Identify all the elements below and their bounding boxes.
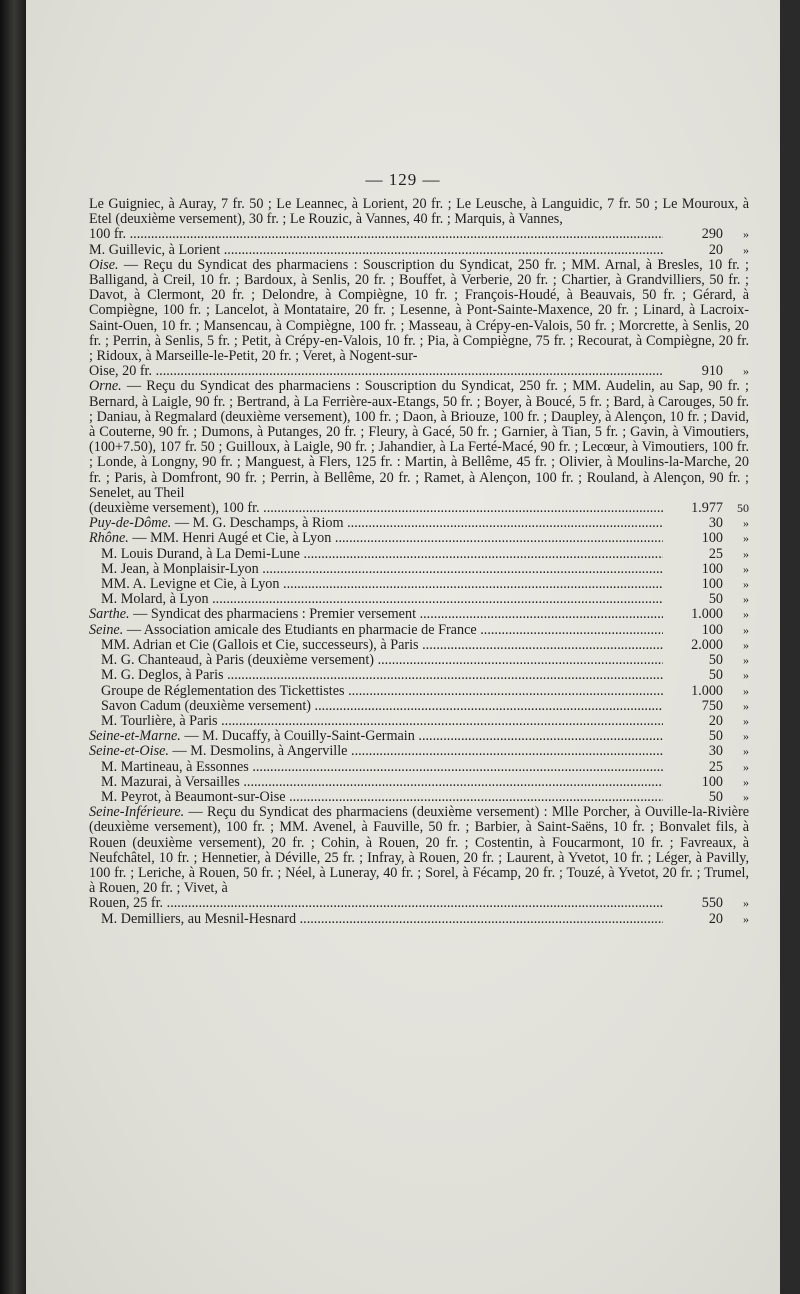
amount: 50 — [708, 652, 723, 669]
department-name: Puy-de-Dôme. — [89, 516, 172, 532]
ledger-line — [89, 684, 749, 699]
ledger-text: — Association amicale des Etudiants en pharmacie de France — [123, 622, 477, 638]
page — [26, 0, 780, 1294]
ledger-description — [101, 562, 663, 577]
ledger-line — [89, 623, 749, 638]
ledger-line — [89, 638, 749, 653]
department-name: Oise. — [89, 256, 119, 273]
ledger-text: M. Guillevic, à Lorient — [89, 242, 221, 258]
amount-cents: » — [743, 561, 749, 576]
amount-cents: » — [743, 592, 749, 607]
amount-cents: » — [743, 227, 749, 242]
amount-cents: » — [743, 577, 749, 592]
ledger-description — [101, 577, 663, 592]
ledger-description — [89, 623, 663, 638]
ledger-line — [89, 668, 749, 683]
ledger-description — [89, 729, 663, 744]
amount: 910 — [701, 363, 723, 380]
page-number: — 129 — — [365, 170, 441, 189]
amount-cents: » — [743, 744, 749, 759]
ledger-line — [89, 775, 749, 790]
ledger-text: M. Martineau, à Essonnes — [101, 759, 249, 775]
amount-cents: » — [743, 242, 749, 257]
amount: 50 — [708, 728, 723, 745]
amount: 1.000 — [691, 682, 723, 699]
ledger-text: M. Demilliers, au Mesnil-Hesnard — [101, 911, 297, 927]
amount-cents: » — [743, 729, 749, 744]
amount-cents: » — [743, 622, 749, 637]
ledger-description — [89, 531, 663, 546]
amount-cents: » — [743, 364, 749, 379]
department-name: Seine. — [89, 622, 124, 638]
amount: 1.977 — [691, 500, 723, 517]
ledger-text: M. Peyrot, à Beaumont-sur-Oise — [101, 789, 286, 805]
ledger-line — [89, 531, 749, 546]
ledger-line — [89, 729, 749, 744]
amount-cents: » — [743, 713, 749, 728]
department-name: Rhône. — [89, 531, 129, 547]
amount: 25 — [708, 545, 723, 562]
ledger-text: M. Jean, à Monplaisir-Lyon — [101, 561, 259, 577]
ledger-description — [89, 516, 663, 531]
department-name: Seine-et-Oise. — [89, 744, 169, 760]
department-name: Seine-Inférieure. — [89, 804, 185, 821]
ledger-line — [89, 592, 749, 607]
ledger-description — [101, 790, 663, 805]
ledger-text: Oise, 20 fr. — [89, 364, 153, 380]
amount-cents: » — [743, 759, 749, 774]
ledger-description — [89, 501, 663, 516]
ledger-description — [89, 607, 663, 622]
ledger-description — [101, 714, 663, 729]
amount: 20 — [708, 712, 723, 729]
department-name: Sarthe. — [89, 607, 130, 623]
ledger-text: MM. A. Levigne et Cie, à Lyon — [101, 577, 280, 593]
paragraph — [89, 379, 749, 501]
ledger-text: — M. Desmolins, à Angerville — [168, 744, 348, 760]
amount-cents: » — [743, 546, 749, 561]
amount-cents: » — [743, 896, 749, 911]
amount: 100 — [701, 773, 723, 790]
ledger-description — [101, 684, 663, 699]
ledger-description — [101, 760, 663, 775]
page-edge — [780, 0, 800, 1294]
amount-cents: » — [743, 911, 749, 926]
amount: 50 — [708, 591, 723, 608]
ledger-text: — Syndicat des pharmaciens : Premier versement — [129, 607, 417, 623]
amount: 50 — [708, 667, 723, 684]
ledger-line — [89, 714, 749, 729]
paragraph — [89, 258, 749, 364]
amount: 20 — [708, 241, 723, 258]
bleed-through-text — [196, 1138, 636, 1187]
ledger-line — [89, 607, 749, 622]
amount: 750 — [701, 697, 723, 714]
ledger-text: M. Louis Durand, à La Demi-Lune — [101, 546, 300, 562]
amount-cents: » — [743, 683, 749, 698]
ledger-description — [101, 699, 663, 714]
ledger-text: — M. Ducaffy, à Couilly-Saint-Germain — [180, 729, 415, 745]
ledger-line — [89, 577, 749, 592]
ledger-text: (deuxième versement), 100 fr. — [89, 501, 260, 517]
ledger-description — [101, 638, 663, 653]
book-binding — [0, 0, 26, 1294]
ledger-line — [89, 501, 749, 516]
amount-cents: » — [743, 698, 749, 713]
ledger-line — [89, 364, 749, 379]
ledger-line — [89, 653, 749, 668]
amount: 2.000 — [691, 636, 723, 653]
amount: 290 — [701, 226, 723, 243]
amount: 20 — [708, 910, 723, 927]
amount: 550 — [701, 895, 723, 912]
ledger-text: M. Molard, à Lyon — [101, 592, 209, 608]
amount-cents: » — [743, 531, 749, 546]
amount-cents: 50 — [737, 501, 749, 516]
ledger-text: Savon Cadum (deuxième versement) — [101, 698, 311, 714]
ledger-description — [89, 364, 663, 379]
amount: 100 — [701, 530, 723, 547]
ledger-description — [101, 912, 663, 927]
ledger-description — [89, 227, 663, 242]
amount: 25 — [708, 758, 723, 775]
ledger-description — [89, 744, 663, 759]
ledger-line — [89, 896, 749, 911]
ledger-description — [101, 592, 663, 607]
paragraph-text: Le Guigniec, à Auray, 7 fr. 50 ; Le Leannec, à Lorient, 20 fr. ; Le Leusche, à Languidic, 7 fr. 50 ; Le Mouroux, à Etel (deuxième versement), 30 fr. ; Le Rouzic, à Vannes, 40 fr. ; Marquis, à Vannes, — [89, 196, 749, 228]
ledger-text: M. Mazurai, à Versailles — [101, 774, 240, 790]
ledger-text: M. Tourlière, à Paris — [101, 713, 218, 729]
paragraph-text: — Reçu du Syndicat des pharmaciens (deuxième versement) : Mlle Porcher, à Ouville-la-Rivière (deuxième versement), 100 fr. ; MM. Avenel, à Fauville, 50 fr. ; Barbier, à Saint-Saëns, 10 fr. ; Bonvalet fils, à Rouen (deuxième versement), 20 fr. ; Cohin, à Rouen, 20 fr. ; Costentin, à Foucarmont, 10 fr. ; Favreaux, à Neufchâtel, 10 fr. ; Hennetier, à Déville, 25 fr. ; Infray, à Rouen, 20 fr. ; Laurent, à Yvetot, 10 fr. ; Léger, à Pavilly, 100 fr. ; Leriche, à Rouen, 50 fr. ; Néel, à Luneray, 40 fr. ; Sorel, à Fécamp, 20 fr. ; Touzé, à Yvetot, 20 fr. ; Trumel, à Rouen, 20 fr. ; Vivet, à — [89, 804, 749, 897]
ledger-line — [89, 744, 749, 759]
ledger-line — [89, 562, 749, 577]
ledger-line — [89, 699, 749, 714]
ledger-text: M. G. Chanteaud, à Paris (deuxième versement) — [101, 653, 375, 669]
paragraph — [89, 197, 749, 227]
ledger-text: — MM. Henri Augé et Cie, à Lyon — [128, 531, 332, 547]
ledger-description — [89, 243, 663, 258]
ledger-text: 100 fr. — [89, 227, 127, 243]
ledger-line — [89, 790, 749, 805]
amount: 1.000 — [691, 606, 723, 623]
ledger-description — [101, 547, 663, 562]
amount-cents: » — [743, 637, 749, 652]
paragraph-text: — Reçu du Syndicat des pharmaciens : Souscription du Syndicat, 250 fr. ; MM. Arnal, à Bresles, 10 fr. ; Balligand, à Creil, 10 fr. ; Bardoux, à Senlis, 20 fr. ; Bouffet, à Verberie, 20 fr. ; Chartier, à Grandvilliers, 50 fr. ; Davot, à Clermont, 20 fr. ; Delondre, à Compiègne, 10 fr. ; François-Houdé, à Beauvais, 50 fr. ; Gérard, à Compiègne, 100 fr. ; Lancelot, à Montataire, 20 fr. ; Lesenne, à Pont-Sainte-Maxence, 20 fr. ; Linard, à Lacroix-Saint-Ouen, 10 fr. ; Mansencau, à Compiègne, 100 fr. ; Masseau, à Crépy-en-Valois, 50 fr. ; Morcrette, à Senlis, 20 fr. ; Perrin, à Senlis, 5 fr. ; Petit, à Crépy-en-Valois, 10 fr. ; Pia, à Compiègne, 75 fr. ; Recourat, à Compiègne, 20 fr. ; Ridoux, à Marseille-le-Petit, 20 fr. ; Veret, à Nogent-sur- — [89, 256, 749, 365]
amount: 100 — [701, 621, 723, 638]
ledger-line — [89, 912, 749, 927]
amount-cents: » — [743, 668, 749, 683]
ledger-text: — M. G. Deschamps, à Riom — [171, 516, 344, 532]
ledger-line — [89, 516, 749, 531]
amount: 30 — [708, 743, 723, 760]
page-body — [89, 197, 749, 927]
amount-cents: » — [743, 653, 749, 668]
paragraph — [89, 805, 749, 896]
ledger-line — [89, 227, 749, 242]
amount: 30 — [708, 515, 723, 532]
ledger-text: Groupe de Réglementation des Tickettistes — [101, 683, 345, 699]
amount-cents: » — [743, 516, 749, 531]
ledger-line — [89, 243, 749, 258]
amount-cents: » — [743, 774, 749, 789]
amount-cents: » — [743, 607, 749, 622]
ledger-description — [101, 775, 663, 790]
department-name: Orne. — [89, 378, 122, 395]
ledger-text: M. G. Deglos, à Paris — [101, 668, 224, 684]
amount-cents: » — [743, 789, 749, 804]
amount: 100 — [701, 576, 723, 593]
ledger-description — [89, 896, 663, 911]
ledger-text: MM. Adrian et Cie (Gallois et Cie, successeurs), à Paris — [101, 637, 419, 653]
ledger-description — [101, 668, 663, 683]
ledger-line — [89, 547, 749, 562]
paragraph-text: — Reçu du Syndicat des pharmaciens : Souscription du Syndicat, 250 fr. ; MM. Audelin, au Sap, 90 fr. ; Bernard, à Laigle, 90 fr. ; Bertrand, à La Ferrière-aux-Etangs, 50 fr. ; Boyer, à Boucé, 5 fr. ; Bard, à Carouges, 50 fr. ; Daniau, à Regmalard (deuxième versement), 100 fr. ; Daon, à Briouze, 100 fr. ; Daupley, à Alençon, 10 fr. ; David, à Couterne, 90 fr. ; Dumons, à Putanges, 20 fr. ; Fleury, à Gacé, 50 fr. ; Garnier, à Tian, 5 fr. ; Gavin, à Vimoutiers, (100+7.50), 107 fr. 50 ; Guilloux, à Laigle, 90 fr. ; Jahandier, à La Ferté-Macé, 90 fr. ; Lecœur, à Vimoutiers, 100 fr. ; Londe, à Longny, 90 fr. ; Manguest, à Flers, 125 fr. : Martin, à Bellême, 45 fr. ; Olivier, à Moulins-la-Marche, 20 fr. ; Paris, à Domfront, 90 fr. ; Perrin, à Bellême, 20 fr. ; Ramet, à Alençon, 100 fr. ; Rouland, à Alençon, 90 fr. ; Senelet, au Theil — [89, 378, 749, 501]
amount: 100 — [701, 560, 723, 577]
ledger-line — [89, 760, 749, 775]
department-name: Seine-et-Marne. — [89, 729, 181, 745]
amount: 50 — [708, 788, 723, 805]
ledger-description — [101, 653, 663, 668]
ledger-text: Rouen, 25 fr. — [89, 896, 164, 912]
